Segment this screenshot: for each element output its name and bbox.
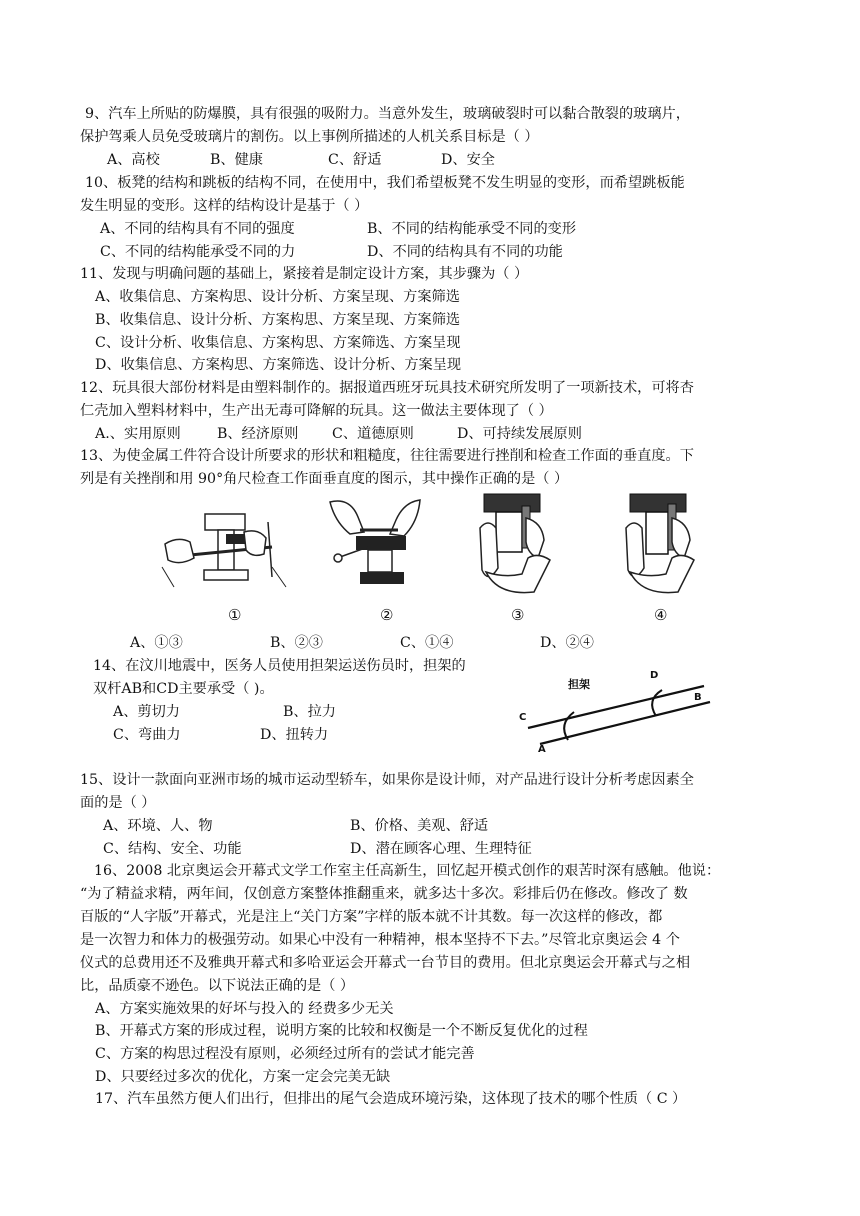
- q14-line-1: 14、在汶川地震中，医务人员使用担架运送伤员时，担架的: [93, 658, 466, 674]
- q14-option-b: B、拉力: [283, 704, 336, 720]
- q11-line-1: 11、发现与明确问题的基础上，紧接着是制定设计方案，其步骤为（ ）: [80, 266, 529, 282]
- q11-option-d: D、收集信息、方案构思、方案筛选、设计分析、方案呈现: [95, 357, 462, 373]
- q9-option-a: A、高校: [107, 152, 160, 168]
- q10-line-1: 10、板凳的结构和跳板的结构不同，在使用中，我们希望板凳不发生明显的变形，而希望跳板能: [85, 175, 685, 191]
- q13-option-d: D、②④: [540, 635, 594, 651]
- q10-option-d: D、不同的结构具有不同的功能: [367, 244, 563, 260]
- q12-option-d: D、可持续发展原则: [457, 426, 582, 442]
- q10-line-2: 发生明显的变形。这样的结构设计是基于（ ）: [80, 198, 369, 214]
- q17-line-1: 17、汽车虽然方便人们出行，但排出的尾气会造成环境污染，这体现了技术的哪个性质（ C ）: [95, 1091, 687, 1107]
- q11-option-b: B、收集信息、设计分析、方案构思、方案呈现、方案筛选: [95, 312, 461, 328]
- figure-label-4: ④: [654, 606, 668, 624]
- q12-line-2: 仁壳加入塑料材料中，生产出无毒可降解的玩具。这一做法主要体现了（ ）: [80, 403, 553, 419]
- q9-option-c: C、舒适: [328, 152, 382, 168]
- square-check-figure-4: [620, 488, 700, 598]
- q9-option-d: D、安全: [441, 152, 495, 168]
- q16-line-4: 是一次智力和体力的极强劳动。如果心中没有一种精神，根本坚持不下去。”尽管北京奥运会 4 个: [80, 932, 680, 948]
- stretcher-label-b: B: [694, 692, 702, 703]
- figure-label-1: ①: [228, 606, 242, 624]
- q16-option-d: D、只要经过多次的优化，方案一定会完美无缺: [95, 1069, 391, 1085]
- q14-line-2: 双杆AB和CD主要承受（ )。: [93, 681, 274, 697]
- q12-line-1: 12、玩具很大部份材料是由塑料制作的。据报道西班牙玩具技术研究所发明了一项新技术，可将杏: [80, 380, 694, 396]
- q15-option-c: C、结构、安全、功能: [103, 841, 242, 857]
- q16-line-3: 百版的“人字版”开幕式，光是注上“关门方案”字样的版本就不计其数。每一次这样的修改，都: [80, 909, 663, 925]
- q12-option-b: B、经济原则: [217, 426, 299, 442]
- q16-option-a: A、方案实施效果的好坏与投入的 经费多少无关: [95, 1001, 394, 1017]
- square-check-figure-3: [478, 488, 558, 598]
- q12-option-a: A.、实用原则: [95, 426, 181, 442]
- q9-option-b: B、健康: [210, 152, 263, 168]
- q13-option-a: A、①③: [130, 635, 183, 651]
- stretcher-diagram: [516, 664, 716, 754]
- q15-option-a: A、环境、人、物: [103, 818, 213, 834]
- q10-option-a: A、不同的结构具有不同的强度: [100, 221, 295, 237]
- q9-line-1: 9、汽车上所贴的防爆膜，具有很强的吸附力。当意外发生，玻璃破裂时可以黏合散裂的玻璃片，: [85, 106, 690, 122]
- q10-option-c: C、不同的结构能承受不同的力: [100, 244, 296, 260]
- q13-option-c: C、①④: [400, 635, 454, 651]
- stretcher-label-d: D: [650, 670, 659, 681]
- filing-figure-1: [160, 492, 292, 592]
- q16-option-b: B、开幕式方案的形成过程，说明方案的比较和权衡是一个不断反复优化的过程: [95, 1023, 588, 1039]
- q14-option-d: D、扭转力: [260, 727, 329, 743]
- q16-line-1: 16、2008 北京奥运会开幕式文学工作室主任高新生，回忆起开模式创作的艰苦时深有感触。他说：: [94, 863, 721, 879]
- stretcher-label-a: A: [538, 744, 546, 754]
- q15-line-1: 15、设计一款面向亚洲市场的城市运动型轿车，如果你是设计师，对产品进行设计分析考虑因素全: [80, 772, 694, 788]
- q16-option-c: C、方案的构思过程没有原则，必须经过所有的尝试才能完善: [95, 1046, 475, 1062]
- q14-option-a: A、剪切力: [113, 704, 180, 720]
- figure-label-3: ③: [511, 606, 525, 624]
- filing-figure-2: [320, 492, 435, 597]
- q12-option-c: C、道德原则: [332, 426, 414, 442]
- q13-line-1: 13、为使金属工件符合设计所要求的形状和粗糙度，往往需要进行挫削和检查工作面的垂直度。下: [80, 448, 694, 464]
- stretcher-label-c: C: [519, 712, 527, 723]
- q16-line-2: “为了精益求精，两年间，仅创意方案整体推翻重来，就多达十多次。彩排后仍在修改。修改了 数: [80, 886, 688, 902]
- q15-option-d: D、潜在顾客心理、生理特征: [350, 841, 532, 857]
- q13-option-b: B、②③: [270, 635, 323, 651]
- q15-line-2: 面的是（ ）: [80, 795, 156, 811]
- q16-line-5: 仪式的总费用还不及雅典开幕式和多哈亚运会开幕式一台节目的费用。但北京奥运会开幕式与之相: [80, 955, 691, 971]
- q16-line-6: 比，品质豪不逊色。以下说法正确的是（ ）: [80, 978, 355, 994]
- q14-option-c: C、弯曲力: [113, 727, 181, 743]
- q11-option-a: A、收集信息、方案构思、设计分析、方案呈现、方案筛选: [95, 289, 460, 305]
- q9-line-2: 保护驾乘人员免受玻璃片的割伤。以上事例所描述的人机关系目标是（ ）: [80, 129, 539, 145]
- q11-option-c: C、设计分析、收集信息、方案构思、方案筛选、方案呈现: [95, 335, 461, 351]
- q10-option-b: B、不同的结构能承受不同的变形: [367, 221, 577, 237]
- figure-label-2: ②: [380, 606, 394, 624]
- q13-line-2: 列是有关挫削和用 90°角尺检查工作面垂直度的图示，其中操作正确的是（ ）: [80, 471, 569, 487]
- q15-option-b: B、价格、美观、舒适: [350, 818, 489, 834]
- stretcher-title: 担架: [568, 678, 590, 691]
